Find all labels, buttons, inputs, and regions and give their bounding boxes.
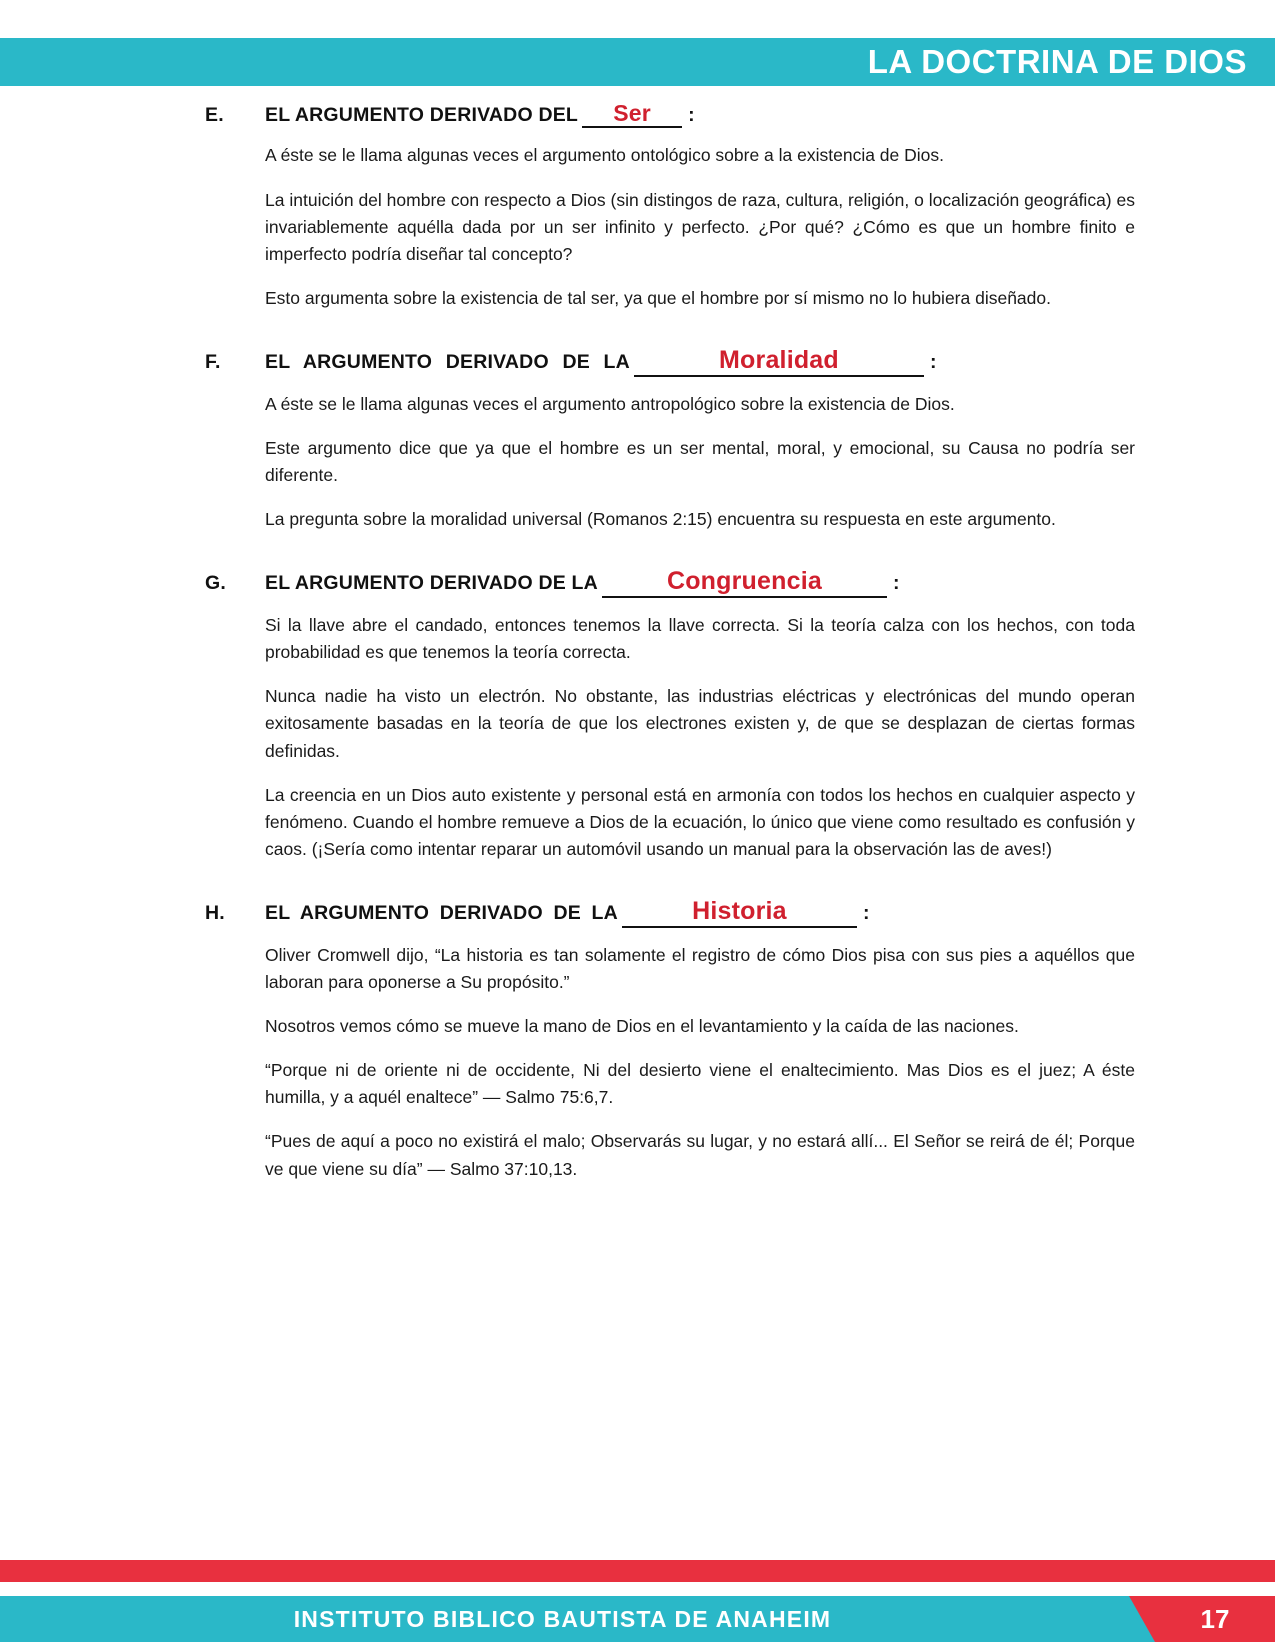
section-g-answer-blank[interactable]: Congruencia [602,567,887,598]
section-f-body [265,391,1135,534]
section-spacer [205,867,1135,897]
section-g-colon: : [892,572,900,595]
page-number: 17 [1200,1603,1230,1634]
section-spacer [205,316,1135,346]
section-spacer [205,537,1135,567]
paragraph: Esto argumenta sobre la existencia de tal ser, ya que el hombre por sí mismo no lo hubiera diseñado. [265,287,1051,308]
section-h-body [265,942,1135,1183]
section-e-colon: : [688,104,695,126]
section-e-heading-label: EL ARGUMENTO DERIVADO DEL [265,104,579,126]
page-header-band [0,38,1275,86]
paragraph: A éste se le llama algunas veces el argumento antropológico sobre la existencia de Dios. [265,393,955,414]
page-title: LA DOCTRINA DE DIOS [867,43,1247,80]
section-e [205,100,1135,312]
section-f-heading [205,346,1135,377]
paragraph: La creencia en un Dios auto existente y personal está en armonía con todos los hechos en cualquier aspecto y fenómeno. Cuando el hombre remueve a Dios de la ecuación, lo único que viene como resultado es confusión y caos. (¡Sería como intentar reparar un automóvil usando un manual para la observación las de aves!) [265,784,1135,859]
section-f [205,346,1135,533]
page-footer [0,1560,1275,1650]
section-e-letter: E. [205,104,224,126]
section-f-colon: : [929,351,937,374]
document-body [205,100,1135,1187]
section-h-letter: H. [205,902,225,925]
paragraph: Oliver Cromwell dijo, “La historia es tan solamente el registro de cómo Dios pisa con sus pies a aquéllos que laboran para oponerse a Su propósito.” [265,944,1135,992]
section-g-heading [205,567,1135,598]
footer-red-bar [0,1560,1275,1582]
paragraph: Nunca nadie ha visto un electrón. No obstante, las industrias eléctricas y electrónicas del mundo operan exitosamente basadas en la teoría de que los electrones existen y, de que se desplazan de ciertas formas definidas. [265,686,1135,761]
footer-institution-name: INSTITUTO BIBLICO BAUTISTA DE ANAHEIM [293,1605,832,1632]
footer-teal-bar [0,1596,1275,1642]
paragraph: “Pues de aquí a poco no existirá el malo; Observarás su lugar, y no estará allí... El Señor se reirá de él; Porque ve que viene su día” — Salmo 37:10,13. [265,1131,1135,1179]
section-f-answer-blank[interactable]: Moralidad [634,346,924,377]
section-h-heading [205,897,1135,928]
section-e-body [265,142,1135,312]
section-g-heading-label: EL ARGUMENTO DERIVADO DE LA [265,572,598,595]
paragraph: A éste se le llama algunas veces el argumento ontológico sobre a la existencia de Dios. [265,145,945,166]
paragraph: Si la llave abre el candado, entonces tenemos la llave correcta. Si la teoría calza con los hechos, con toda probabilidad es que tenemos la teoría correcta. [265,615,1135,663]
section-g-body [265,612,1135,863]
page-number-badge [1155,1596,1275,1642]
section-f-heading-label: EL ARGUMENTO DERIVADO DE LA [265,351,630,374]
paragraph: Nosotros vemos cómo se mueve la mano de Dios en el levantamiento y la caída de las naciones. [265,1016,1019,1037]
section-g-letter: G. [205,572,226,595]
section-h-colon: : [862,902,870,925]
paragraph: Este argumento dice que ya que el hombre es un ser mental, moral, y emocional, su Causa no podría ser diferente. [265,437,1135,486]
section-f-letter: F. [205,351,221,374]
section-h-answer-blank[interactable]: Historia [622,897,857,928]
section-e-answer-blank[interactable]: Ser [582,100,682,128]
paragraph: La pregunta sobre la moralidad universal (Romanos 2:15) encuentra su respuesta en este argumento. [265,509,1056,530]
section-e-heading [205,100,1135,128]
section-h-heading-label: EL ARGUMENTO DERIVADO DE LA [265,902,618,925]
paragraph: “Porque ni de oriente ni de occidente, Ni del desierto viene el enaltecimiento. Mas Dios es el juez; A éste humilla, y a aquél enaltece” — Salmo 75:6,7. [265,1060,1135,1108]
section-g [205,567,1135,863]
paragraph: La intuición del hombre con respecto a Dios (sin distingos de raza, cultura, religión, o localización geográfica) es invariablemente aquélla dada por un ser infinito y perfecto. ¿Por qué? ¿Cómo es que un hombre finito e imperfecto podría diseñar tal concepto? [265,189,1135,264]
section-h [205,897,1135,1183]
